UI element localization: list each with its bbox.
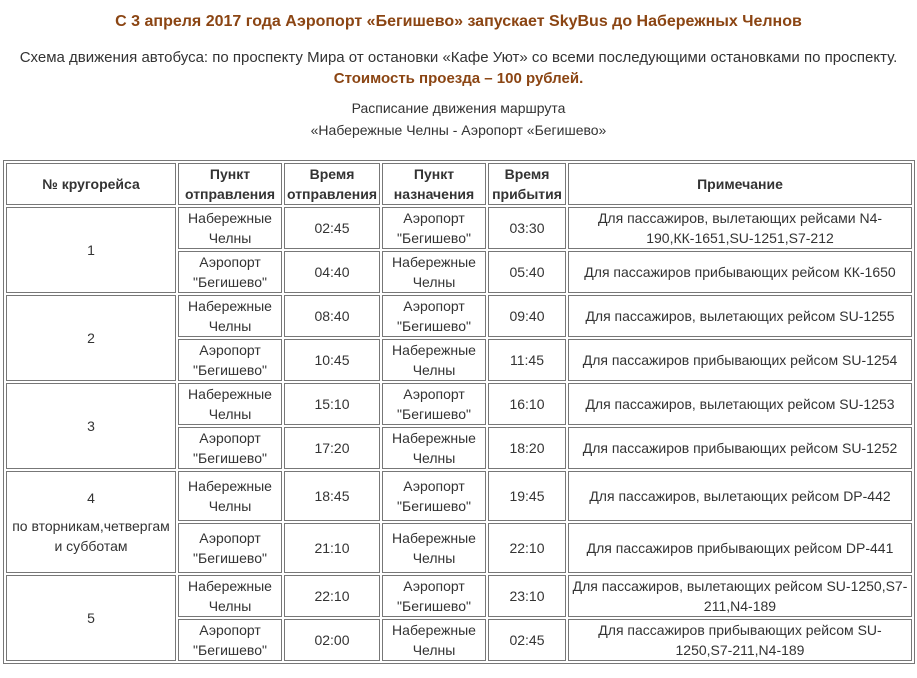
- column-header: Пункт отправления: [178, 163, 282, 205]
- remark-cell: Для пассажиров, вылетающих рейсом DP-442: [568, 471, 912, 521]
- schedule-title: Расписание движения маршрута: [351, 100, 566, 116]
- route-scheme-text: Схема движения автобуса: по проспекту Мира от остановки «Кафе Уют» со всеми последующими остановками по проспекту.: [19, 49, 898, 66]
- page-title: С 3 апреля 2017 года Аэропорт «Бегишево» запускает SkyBus до Набережных Челнов: [115, 13, 802, 30]
- departure-time-cell: 21:10: [284, 523, 380, 573]
- route-name: «Набережные Челны - Аэропорт «Бегишево»: [310, 122, 607, 138]
- column-header: Время прибытия: [488, 163, 566, 205]
- table-row: [6, 207, 912, 249]
- arrival-time-cell: 03:30: [488, 207, 566, 249]
- round-number: 1: [87, 242, 95, 258]
- round-number: 3: [87, 418, 95, 434]
- arrival-time-cell: 18:20: [488, 427, 566, 469]
- schedule-table: [3, 160, 915, 664]
- departure-time-cell: 08:40: [284, 295, 380, 337]
- departure-point-cell: Набережные Челны: [178, 207, 282, 249]
- arrival-time-cell: 09:40: [488, 295, 566, 337]
- remark-cell: Для пассажиров прибывающих рейсом SU-1254: [568, 339, 912, 381]
- column-header: Пункт назначения: [382, 163, 486, 205]
- remark-cell: Для пассажиров, вылетающих рейсом SU-1255: [568, 295, 912, 337]
- destination-cell: Набережные Челны: [382, 523, 486, 573]
- departure-point-cell: Набережные Челны: [178, 295, 282, 337]
- arrival-time-cell: 23:10: [488, 575, 566, 617]
- departure-point-cell: Аэропорт "Бегишево": [178, 619, 282, 661]
- round-number-cell: [6, 383, 176, 469]
- departure-time-cell: 10:45: [284, 339, 380, 381]
- destination-cell: Аэропорт "Бегишево": [382, 471, 486, 521]
- column-header: Время отправления: [284, 163, 380, 205]
- table-row: [6, 383, 912, 425]
- departure-time-cell: 15:10: [284, 383, 380, 425]
- arrival-time-cell: 22:10: [488, 523, 566, 573]
- departure-time-cell: 22:10: [284, 575, 380, 617]
- arrival-time-cell: 11:45: [488, 339, 566, 381]
- destination-cell: Аэропорт "Бегишево": [382, 383, 486, 425]
- remark-cell: Для пассажиров прибывающих рейсом КК-1650: [568, 251, 912, 293]
- departure-time-cell: 18:45: [284, 471, 380, 521]
- destination-cell: Набережные Челны: [382, 619, 486, 661]
- departure-point-cell: Набережные Челны: [178, 383, 282, 425]
- destination-cell: Набережные Челны: [382, 339, 486, 381]
- arrival-time-cell: 19:45: [488, 471, 566, 521]
- departure-point-cell: Аэропорт "Бегишево": [178, 339, 282, 381]
- departure-time-cell: 04:40: [284, 251, 380, 293]
- fare-text: Стоимость проезда – 100 рублей.: [333, 70, 584, 87]
- table-row: [6, 295, 912, 337]
- destination-cell: Набережные Челны: [382, 251, 486, 293]
- departure-point-cell: Аэропорт "Бегишево": [178, 251, 282, 293]
- departure-point-cell: Аэропорт "Бегишево": [178, 427, 282, 469]
- remark-cell: Для пассажиров прибывающих рейсом SU-1250,S7-211,N4-189: [568, 619, 912, 661]
- departure-time-cell: 02:45: [284, 207, 380, 249]
- round-days-note: по вторникам,четвергам и субботам: [12, 518, 170, 554]
- round-number-cell: [6, 471, 176, 573]
- table-row: [6, 471, 912, 521]
- arrival-time-cell: 05:40: [488, 251, 566, 293]
- arrival-time-cell: 16:10: [488, 383, 566, 425]
- departure-point-cell: Набережные Челны: [178, 471, 282, 521]
- destination-cell: Аэропорт "Бегишево": [382, 295, 486, 337]
- arrival-time-cell: 02:45: [488, 619, 566, 661]
- column-header: № кругорейса: [6, 163, 176, 205]
- destination-cell: Набережные Челны: [382, 427, 486, 469]
- column-header: Примечание: [568, 163, 912, 205]
- round-number: 5: [87, 610, 95, 626]
- departure-time-cell: 17:20: [284, 427, 380, 469]
- departure-time-cell: 02:00: [284, 619, 380, 661]
- round-number: 4: [87, 490, 95, 506]
- remark-cell: Для пассажиров, вылетающих рейсом SU-1250,S7-211,N4-189: [568, 575, 912, 617]
- remark-cell: Для пассажиров, вылетающих рейсом SU-1253: [568, 383, 912, 425]
- round-number: 2: [87, 330, 95, 346]
- departure-point-cell: Набережные Челны: [178, 575, 282, 617]
- table-header-row: [6, 163, 912, 205]
- round-number-cell: [6, 575, 176, 661]
- remark-cell: Для пассажиров прибывающих рейсом SU-1252: [568, 427, 912, 469]
- remark-cell: Для пассажиров, вылетающих рейсами N4-190,КК-1651,SU-1251,S7-212: [568, 207, 912, 249]
- destination-cell: Аэропорт "Бегишево": [382, 575, 486, 617]
- destination-cell: Аэропорт "Бегишево": [382, 207, 486, 249]
- round-number-cell: [6, 207, 176, 293]
- remark-cell: Для пассажиров прибывающих рейсом DP-441: [568, 523, 912, 573]
- table-row: [6, 575, 912, 617]
- round-number-cell: [6, 295, 176, 381]
- departure-point-cell: Аэропорт "Бегишево": [178, 523, 282, 573]
